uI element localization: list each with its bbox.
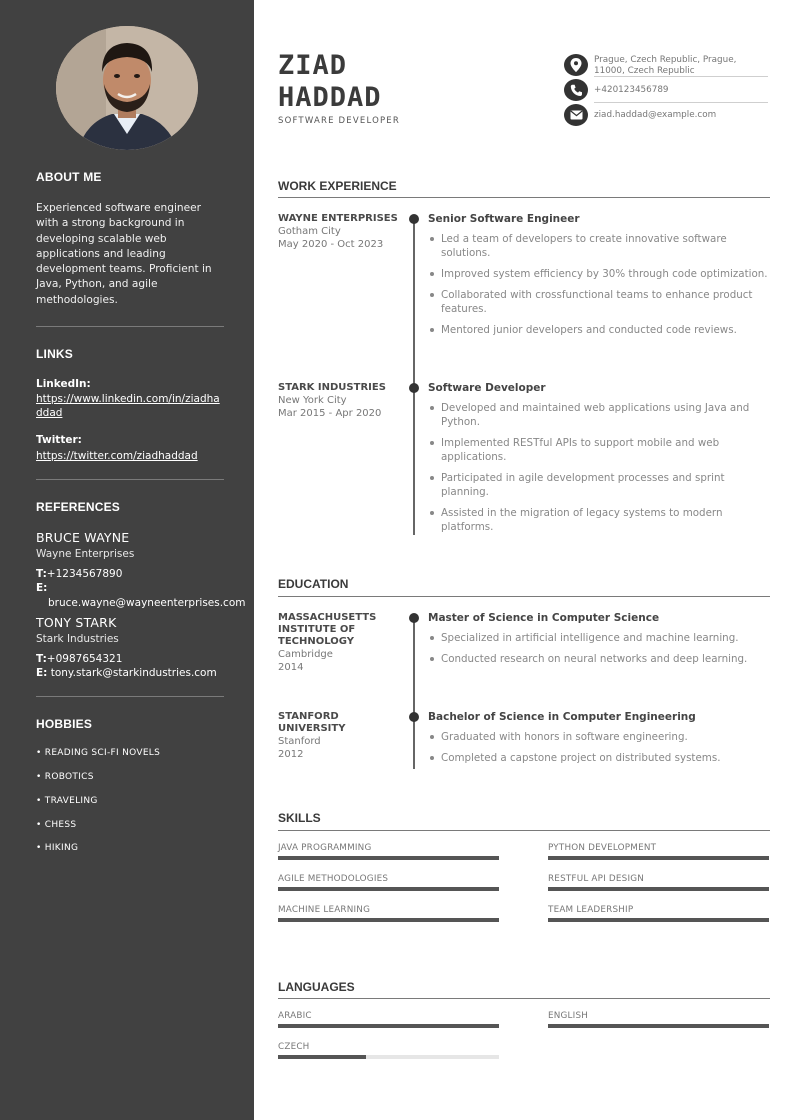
language-label: ENGLISH xyxy=(548,1011,589,1021)
degree-title: Master of Science in Computer Science xyxy=(428,612,660,624)
school-name: MASSACHUSETTS INSTITUTE OF TECHNOLOGY xyxy=(278,612,377,647)
twitter-link[interactable]: https://twitter.com/ziadhaddad xyxy=(36,449,198,462)
graduation-year: 2014 xyxy=(278,662,304,673)
reference-company: Wayne Enterprises xyxy=(36,548,135,561)
reference-phone: T:+1234567890 xyxy=(36,567,123,580)
contact-email xyxy=(564,104,768,126)
sidebar-divider xyxy=(36,326,224,327)
experience-role xyxy=(428,382,768,541)
experience-role xyxy=(428,213,768,344)
language-bar-track xyxy=(278,1024,499,1028)
education-degree xyxy=(428,612,768,673)
school-location: Cambridge xyxy=(278,649,333,660)
skill-bar-fill xyxy=(548,856,769,860)
job-title: SOFTWARE DEVELOPER xyxy=(278,116,400,126)
twitter-label: Twitter: xyxy=(36,434,82,447)
language-label: ARABIC xyxy=(278,1011,312,1021)
timeline-dot xyxy=(409,613,419,623)
timeline-dot xyxy=(409,712,419,722)
experience-org xyxy=(278,213,403,251)
address-text: Prague, Czech Republic, Prague, 11000, Czech Republic xyxy=(594,55,737,76)
envelope-icon xyxy=(564,104,588,126)
school-location: Stanford xyxy=(278,736,321,747)
education-org xyxy=(278,711,403,761)
bullet-item: Conducted research on neural networks and deep learning. xyxy=(428,652,768,666)
role-bullets xyxy=(428,232,768,337)
skill-item xyxy=(278,874,499,891)
skill-bar-fill xyxy=(278,887,499,891)
role-bullets xyxy=(428,401,768,534)
skill-item xyxy=(548,905,769,922)
bullet-item: Mentored junior developers and conducted code reviews. xyxy=(428,323,768,337)
contact-address xyxy=(564,54,768,77)
hobby-item: • ROBOTICS xyxy=(36,772,94,782)
skill-item xyxy=(548,874,769,891)
skill-bar-fill xyxy=(548,918,769,922)
skill-label: JAVA PROGRAMMING xyxy=(278,843,372,853)
contact-divider xyxy=(594,76,768,77)
role-title: Software Developer xyxy=(428,382,546,394)
experience-org xyxy=(278,382,403,420)
company-location: New York City xyxy=(278,395,347,406)
graduation-year: 2012 xyxy=(278,749,304,760)
last-name: HADDAD xyxy=(278,82,382,113)
about-title: ABOUT ME xyxy=(36,170,102,184)
reference-company: Stark Industries xyxy=(36,633,119,646)
references-title: REFERENCES xyxy=(36,500,121,514)
phone-icon xyxy=(564,79,588,101)
degree-title: Bachelor of Science in Computer Engineering xyxy=(428,711,696,723)
skill-bar-track xyxy=(548,856,769,860)
skill-bar-track xyxy=(278,887,499,891)
bullet-item: Graduated with honors in software engineering. xyxy=(428,730,768,744)
linkedin-link[interactable]: https://www.linkedin.com/in/ziadhaddad xyxy=(36,393,220,420)
skill-label: PYTHON DEVELOPMENT xyxy=(548,843,657,853)
skills-title: SKILLS xyxy=(278,811,321,825)
language-bar-fill xyxy=(278,1024,499,1028)
language-item xyxy=(548,1011,769,1028)
links-title: LINKS xyxy=(36,347,73,361)
profile-photo xyxy=(56,26,198,150)
contact-divider xyxy=(594,102,768,103)
language-item xyxy=(278,1042,499,1059)
company-location: Gotham City xyxy=(278,226,341,237)
skill-item xyxy=(278,843,499,860)
company-name: STARK INDUSTRIES xyxy=(278,382,386,393)
hobby-item: • CHESS xyxy=(36,820,77,830)
language-bar-fill xyxy=(278,1055,366,1059)
work-experience-title: WORK EXPERIENCE xyxy=(278,179,397,193)
reference-email: E: tony.stark@starkindustries.com xyxy=(36,667,217,680)
bullet-item: Collaborated with crossfunctional teams to enhance product features. xyxy=(428,288,768,316)
skill-bar-track xyxy=(548,918,769,922)
language-bar-fill xyxy=(548,1024,769,1028)
links-list xyxy=(36,377,222,463)
sidebar-divider xyxy=(36,479,224,480)
timeline-dot xyxy=(409,383,419,393)
languages-title: LANGUAGES xyxy=(278,980,355,994)
skill-item xyxy=(548,843,769,860)
language-item xyxy=(278,1011,499,1028)
bullet-item: Participated in agile development processes and sprint planning. xyxy=(428,471,768,499)
sidebar xyxy=(0,0,254,1120)
email-text: ziad.haddad@example.com xyxy=(594,110,717,120)
skill-bar-fill xyxy=(278,918,499,922)
experience-timeline xyxy=(413,218,415,535)
skill-bar-fill xyxy=(278,856,499,860)
timeline-dot xyxy=(409,214,419,224)
reference-item xyxy=(36,615,222,681)
bullet-item: Implemented RESTful APIs to support mobile and web applications. xyxy=(428,436,768,464)
section-rule xyxy=(278,596,770,597)
reference-email: E: bruce.wayne@wayneenterprises.com xyxy=(36,582,246,609)
hobbies-title: HOBBIES xyxy=(36,717,93,731)
section-rule xyxy=(278,197,770,198)
section-rule xyxy=(278,830,770,831)
education-org xyxy=(278,612,403,674)
bullet-item: Assisted in the migration of legacy systems to modern platforms. xyxy=(428,506,768,534)
map-pin-icon xyxy=(564,54,588,76)
reference-item xyxy=(36,530,246,610)
sidebar-divider xyxy=(36,696,224,697)
employment-dates: Mar 2015 - Apr 2020 xyxy=(278,408,382,419)
skill-bar-track xyxy=(278,918,499,922)
skill-bar-fill xyxy=(548,887,769,891)
section-rule xyxy=(278,998,770,999)
education-title: EDUCATION xyxy=(278,577,349,591)
about-text: Experienced software engineer with a strong background in developing scalable web applications and leading development teams. Proficient in Java, Python, and agile methodologies. xyxy=(36,202,212,306)
hobby-item: • HIKING xyxy=(36,843,79,853)
first-name: ZIAD xyxy=(278,50,348,81)
degree-bullets xyxy=(428,730,768,765)
reference-name: BRUCE WAYNE xyxy=(36,530,130,545)
degree-bullets xyxy=(428,631,768,666)
bullet-item: Completed a capstone project on distributed systems. xyxy=(428,751,768,765)
contact-phone xyxy=(564,79,768,101)
reference-name: TONY STARK xyxy=(36,615,117,630)
skill-label: MACHINE LEARNING xyxy=(278,905,371,915)
role-title: Senior Software Engineer xyxy=(428,213,580,225)
employment-dates: May 2020 - Oct 2023 xyxy=(278,239,384,250)
linkedin-label: LinkedIn: xyxy=(36,378,91,390)
bullet-item: Specialized in artificial intelligence and machine learning. xyxy=(428,631,768,645)
skill-bar-track xyxy=(278,856,499,860)
language-label: CZECH xyxy=(278,1042,310,1052)
skill-label: RESTFUL API DESIGN xyxy=(548,874,645,884)
skill-item xyxy=(278,905,499,922)
bullet-item: Led a team of developers to create innovative software solutions. xyxy=(428,232,768,260)
skill-label: TEAM LEADERSHIP xyxy=(548,905,634,915)
education-timeline xyxy=(413,617,415,769)
phone-text: +420123456789 xyxy=(594,85,669,95)
language-bar-track xyxy=(278,1055,499,1059)
hobby-item: • TRAVELING xyxy=(36,796,98,806)
bullet-item: Developed and maintained web applications using Java and Python. xyxy=(428,401,768,429)
hobby-item: • READING SCI-FI NOVELS xyxy=(36,748,161,758)
bullet-item: Improved system efficiency by 30% through code optimization. xyxy=(428,267,768,281)
reference-phone: T:+0987654321 xyxy=(36,652,123,665)
education-degree xyxy=(428,711,768,772)
school-name: STANFORD UNIVERSITY xyxy=(278,711,346,734)
company-name: WAYNE ENTERPRISES xyxy=(278,213,398,224)
skill-bar-track xyxy=(548,887,769,891)
language-bar-track xyxy=(548,1024,769,1028)
skill-label: AGILE METHODOLOGIES xyxy=(278,874,389,884)
